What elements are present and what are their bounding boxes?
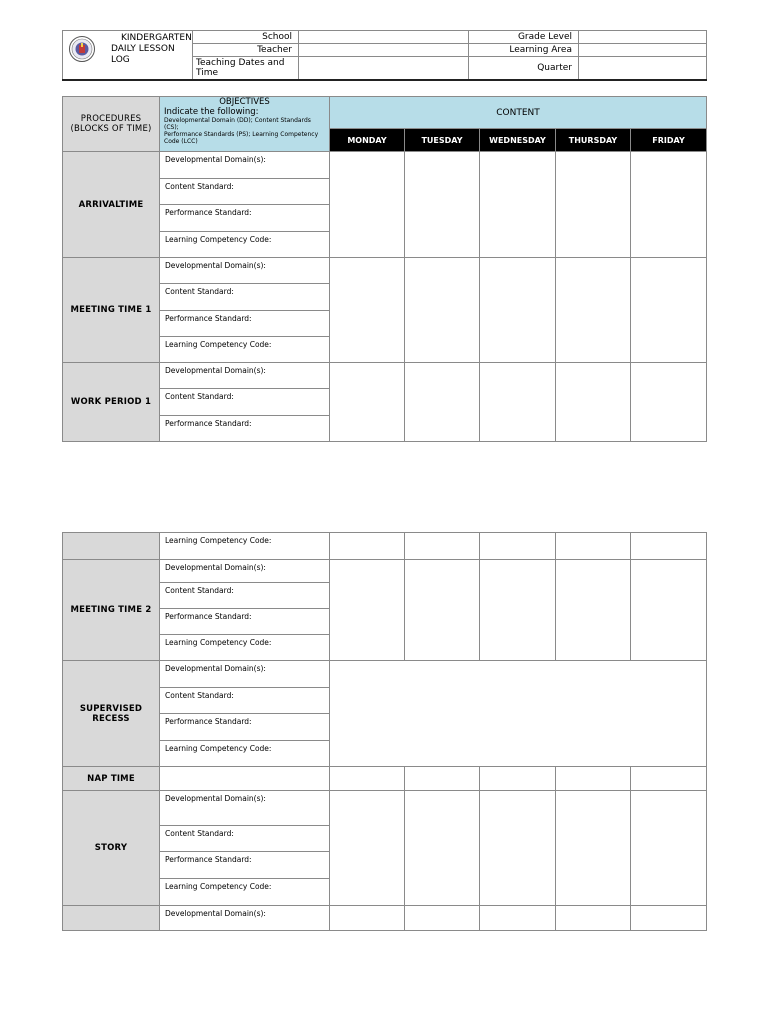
meeting2-monday-cell[interactable]	[330, 560, 405, 661]
nap-thursday-cell[interactable]	[556, 767, 631, 791]
story-wednesday-cell[interactable]	[480, 791, 556, 906]
work1-cont-tuesday-cell[interactable]	[405, 533, 480, 560]
arrival-wednesday-cell[interactable]	[480, 152, 556, 258]
recess-lcc-label[interactable]: Learning Competency Code:	[160, 741, 330, 767]
recess-cs-label[interactable]: Content Standard:	[160, 688, 330, 714]
objectives-subtitle: Indicate the following:	[164, 106, 259, 117]
recess-ps-label[interactable]: Performance Standard:	[160, 714, 330, 741]
next-monday-cell[interactable]	[330, 906, 405, 931]
day-monday: MONDAY	[330, 129, 405, 152]
meeting2-ps-label[interactable]: Performance Standard:	[160, 609, 330, 635]
title-cell	[63, 31, 193, 81]
day-friday: FRIDAY	[631, 129, 707, 152]
meeting2-friday-cell[interactable]	[631, 560, 707, 661]
work1-thursday-cell[interactable]	[556, 363, 631, 442]
learning-area-field[interactable]	[579, 44, 707, 57]
day-tuesday: TUESDAY	[405, 129, 480, 152]
objectives-title: OBJECTIVES	[219, 97, 270, 107]
work1-cont-friday-cell[interactable]	[631, 533, 707, 560]
work1-cont-monday-cell[interactable]	[330, 533, 405, 560]
meeting2-thursday-cell[interactable]	[556, 560, 631, 661]
meeting2-tuesday-cell[interactable]	[405, 560, 480, 661]
work1-friday-cell[interactable]	[631, 363, 707, 442]
story-lcc-label[interactable]: Learning Competency Code:	[160, 879, 330, 906]
nap-tuesday-cell[interactable]	[405, 767, 480, 791]
school-label: School	[193, 31, 299, 44]
teaching-dates-field[interactable]	[299, 57, 469, 81]
meeting1-dd-label[interactable]: Developmental Domain(s):	[160, 258, 330, 284]
day-thursday: THURSDAY	[556, 129, 631, 152]
block-work-period-1-continued	[63, 533, 160, 560]
story-ps-label[interactable]: Performance Standard:	[160, 852, 330, 879]
deped-seal-icon	[69, 36, 95, 62]
work1-cs-label[interactable]: Content Standard:	[160, 389, 330, 416]
recess-dd-label[interactable]: Developmental Domain(s):	[160, 661, 330, 688]
meeting1-tuesday-cell[interactable]	[405, 258, 480, 363]
meeting1-thursday-cell[interactable]	[556, 258, 631, 363]
arrival-lcc-label[interactable]: Learning Competency Code:	[160, 232, 330, 258]
block-nap-time: NAP TIME	[63, 767, 160, 791]
arrival-dd-label[interactable]: Developmental Domain(s):	[160, 152, 330, 179]
meeting1-monday-cell[interactable]	[330, 258, 405, 363]
next-thursday-cell[interactable]	[556, 906, 631, 931]
objectives-note-2: Performance Standards (PS); Learning Competency Code (LCC)	[164, 131, 319, 145]
lesson-table-page-1	[62, 96, 707, 442]
meeting1-wednesday-cell[interactable]	[480, 258, 556, 363]
teacher-field[interactable]	[299, 44, 469, 57]
work1-dd-label[interactable]: Developmental Domain(s):	[160, 363, 330, 389]
block-work-period-1: WORK PERIOD 1	[63, 363, 160, 442]
story-monday-cell[interactable]	[330, 791, 405, 906]
arrival-monday-cell[interactable]	[330, 152, 405, 258]
arrival-friday-cell[interactable]	[631, 152, 707, 258]
objectives-header	[160, 97, 330, 152]
nap-monday-cell[interactable]	[330, 767, 405, 791]
block-meeting-time-1: MEETING TIME 1	[63, 258, 160, 363]
grade-level-label: Grade Level	[469, 31, 579, 44]
grade-level-field[interactable]	[579, 31, 707, 44]
arrival-ps-label[interactable]: Performance Standard:	[160, 205, 330, 232]
next-tuesday-cell[interactable]	[405, 906, 480, 931]
nap-objectives-cell[interactable]	[160, 767, 330, 791]
next-wednesday-cell[interactable]	[480, 906, 556, 931]
nap-wednesday-cell[interactable]	[480, 767, 556, 791]
work1-tuesday-cell[interactable]	[405, 363, 480, 442]
work1-wednesday-cell[interactable]	[480, 363, 556, 442]
story-cs-label[interactable]: Content Standard:	[160, 826, 330, 852]
nap-friday-cell[interactable]	[631, 767, 707, 791]
school-field[interactable]	[299, 31, 469, 44]
title-kindergarten: KINDERGARTEN	[121, 33, 192, 43]
block-story: STORY	[63, 791, 160, 906]
meeting2-wednesday-cell[interactable]	[480, 560, 556, 661]
story-dd-label[interactable]: Developmental Domain(s):	[160, 791, 330, 826]
meeting1-cs-label[interactable]: Content Standard:	[160, 284, 330, 311]
next-friday-cell[interactable]	[631, 906, 707, 931]
procedures-header: PROCEDURES (BLOCKS OF TIME)	[63, 97, 160, 152]
meeting1-lcc-label[interactable]: Learning Competency Code:	[160, 337, 330, 363]
block-supervised-recess: SUPERVISED RECESS	[63, 661, 160, 767]
work1-cont-thursday-cell[interactable]	[556, 533, 631, 560]
story-tuesday-cell[interactable]	[405, 791, 480, 906]
work1-lcc-label[interactable]: Learning Competency Code:	[160, 533, 330, 560]
story-thursday-cell[interactable]	[556, 791, 631, 906]
block-meeting-time-2: MEETING TIME 2	[63, 560, 160, 661]
block-next-unlabeled	[63, 906, 160, 931]
meeting2-dd-label[interactable]: Developmental Domain(s):	[160, 560, 330, 583]
meeting2-cs-label[interactable]: Content Standard:	[160, 583, 330, 609]
objectives-note-1: Developmental Domain (DD); Content Standards (CS);	[164, 117, 311, 131]
teacher-label: Teacher	[193, 44, 299, 57]
quarter-field[interactable]	[579, 57, 707, 81]
meeting1-ps-label[interactable]: Performance Standard:	[160, 311, 330, 337]
title-log: LOG	[111, 55, 130, 65]
work1-cont-wednesday-cell[interactable]	[480, 533, 556, 560]
quarter-label: Quarter	[469, 57, 579, 81]
arrival-cs-label[interactable]: Content Standard:	[160, 179, 330, 205]
story-friday-cell[interactable]	[631, 791, 707, 906]
title-daily-lesson: DAILY LESSON	[111, 44, 175, 54]
meeting1-friday-cell[interactable]	[631, 258, 707, 363]
day-wednesday: WEDNESDAY	[480, 129, 556, 152]
arrival-tuesday-cell[interactable]	[405, 152, 480, 258]
lesson-table-page-2	[62, 532, 707, 931]
teaching-dates-label: Teaching Dates and Time	[193, 57, 299, 81]
next-dd-label[interactable]: Developmental Domain(s):	[160, 906, 330, 931]
learning-area-label: Learning Area	[469, 44, 579, 57]
work1-monday-cell[interactable]	[330, 363, 405, 442]
work1-ps-label[interactable]: Performance Standard:	[160, 416, 330, 442]
meeting2-lcc-label[interactable]: Learning Competency Code:	[160, 635, 330, 661]
recess-content-cell[interactable]	[330, 661, 707, 767]
block-arrival-time: ARRIVALTIME	[63, 152, 160, 258]
content-header: CONTENT	[330, 97, 707, 129]
arrival-thursday-cell[interactable]	[556, 152, 631, 258]
header-table	[62, 30, 707, 81]
